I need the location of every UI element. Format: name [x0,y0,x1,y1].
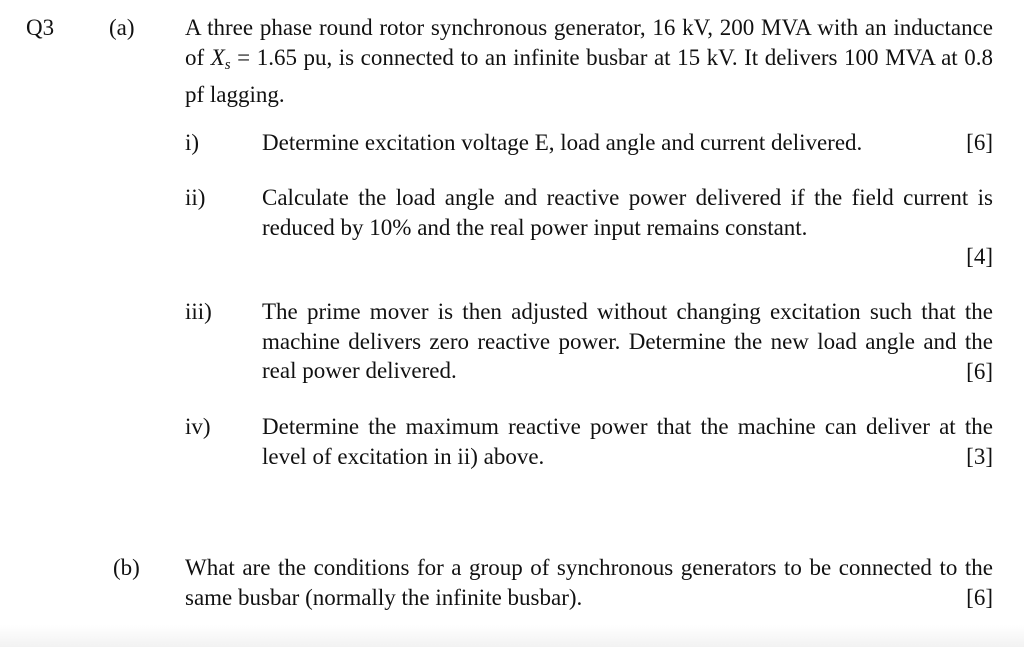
part-a-stem-after: = 1.65 pu, is connected to an infinite busbar at 15 kV. It delivers 100 MVA at 0.8 pf lagging. [185,44,993,107]
subpart-iv-marks: [3] [966,443,993,469]
reactance-subscript: s [224,56,231,73]
part-b-text: What are the conditions for a group of synchronous generators to be connected to the same busbar (normally the infinite busbar). [185,555,993,610]
subpart-ii-text: Calculate the load angle and reactive power delivered if the field current is reduced by 10% and the real power input remains constant. [262,185,993,240]
part-b-marks: [6] [966,584,993,610]
part-a-label: (a) [109,15,135,40]
subpart-iii-text: The prime mover is then adjusted without changing excitation such that the machine delivers zero reactive power. Determine the new load angle and the real power delivered. [262,299,993,383]
subpart-i-marks: [6] [966,130,993,155]
subpart-iv-label: iv) [185,414,211,439]
subpart-ii-label: ii) [185,185,206,210]
subpart-i [262,128,993,158]
reactance-symbol: X [210,44,225,70]
subpart-iii-label: iii) [185,299,212,324]
part-a-stem [185,13,993,110]
part-b [185,553,993,612]
subpart-iv [262,412,993,471]
subpart-iv-text: Determine the maximum reactive power that the machine can deliver at the level of excitation in ii) above. [262,414,993,469]
page-bottom-shade [0,625,1024,647]
subpart-i-label: i) [185,130,200,155]
subpart-ii [262,183,993,272]
part-b-label: (b) [113,555,140,580]
part-a-stem-before: A three phase round rotor synchronous generator, 16 kV, 200 MVA with an inductance of [185,15,993,70]
subpart-i-text: Determine excitation voltage E, load angle and current delivered. [262,130,863,155]
subpart-iii-marks: [6] [966,358,993,384]
question-number: Q3 [26,15,55,40]
subpart-ii-marks: [4] [966,244,993,269]
subpart-iii [262,297,993,386]
